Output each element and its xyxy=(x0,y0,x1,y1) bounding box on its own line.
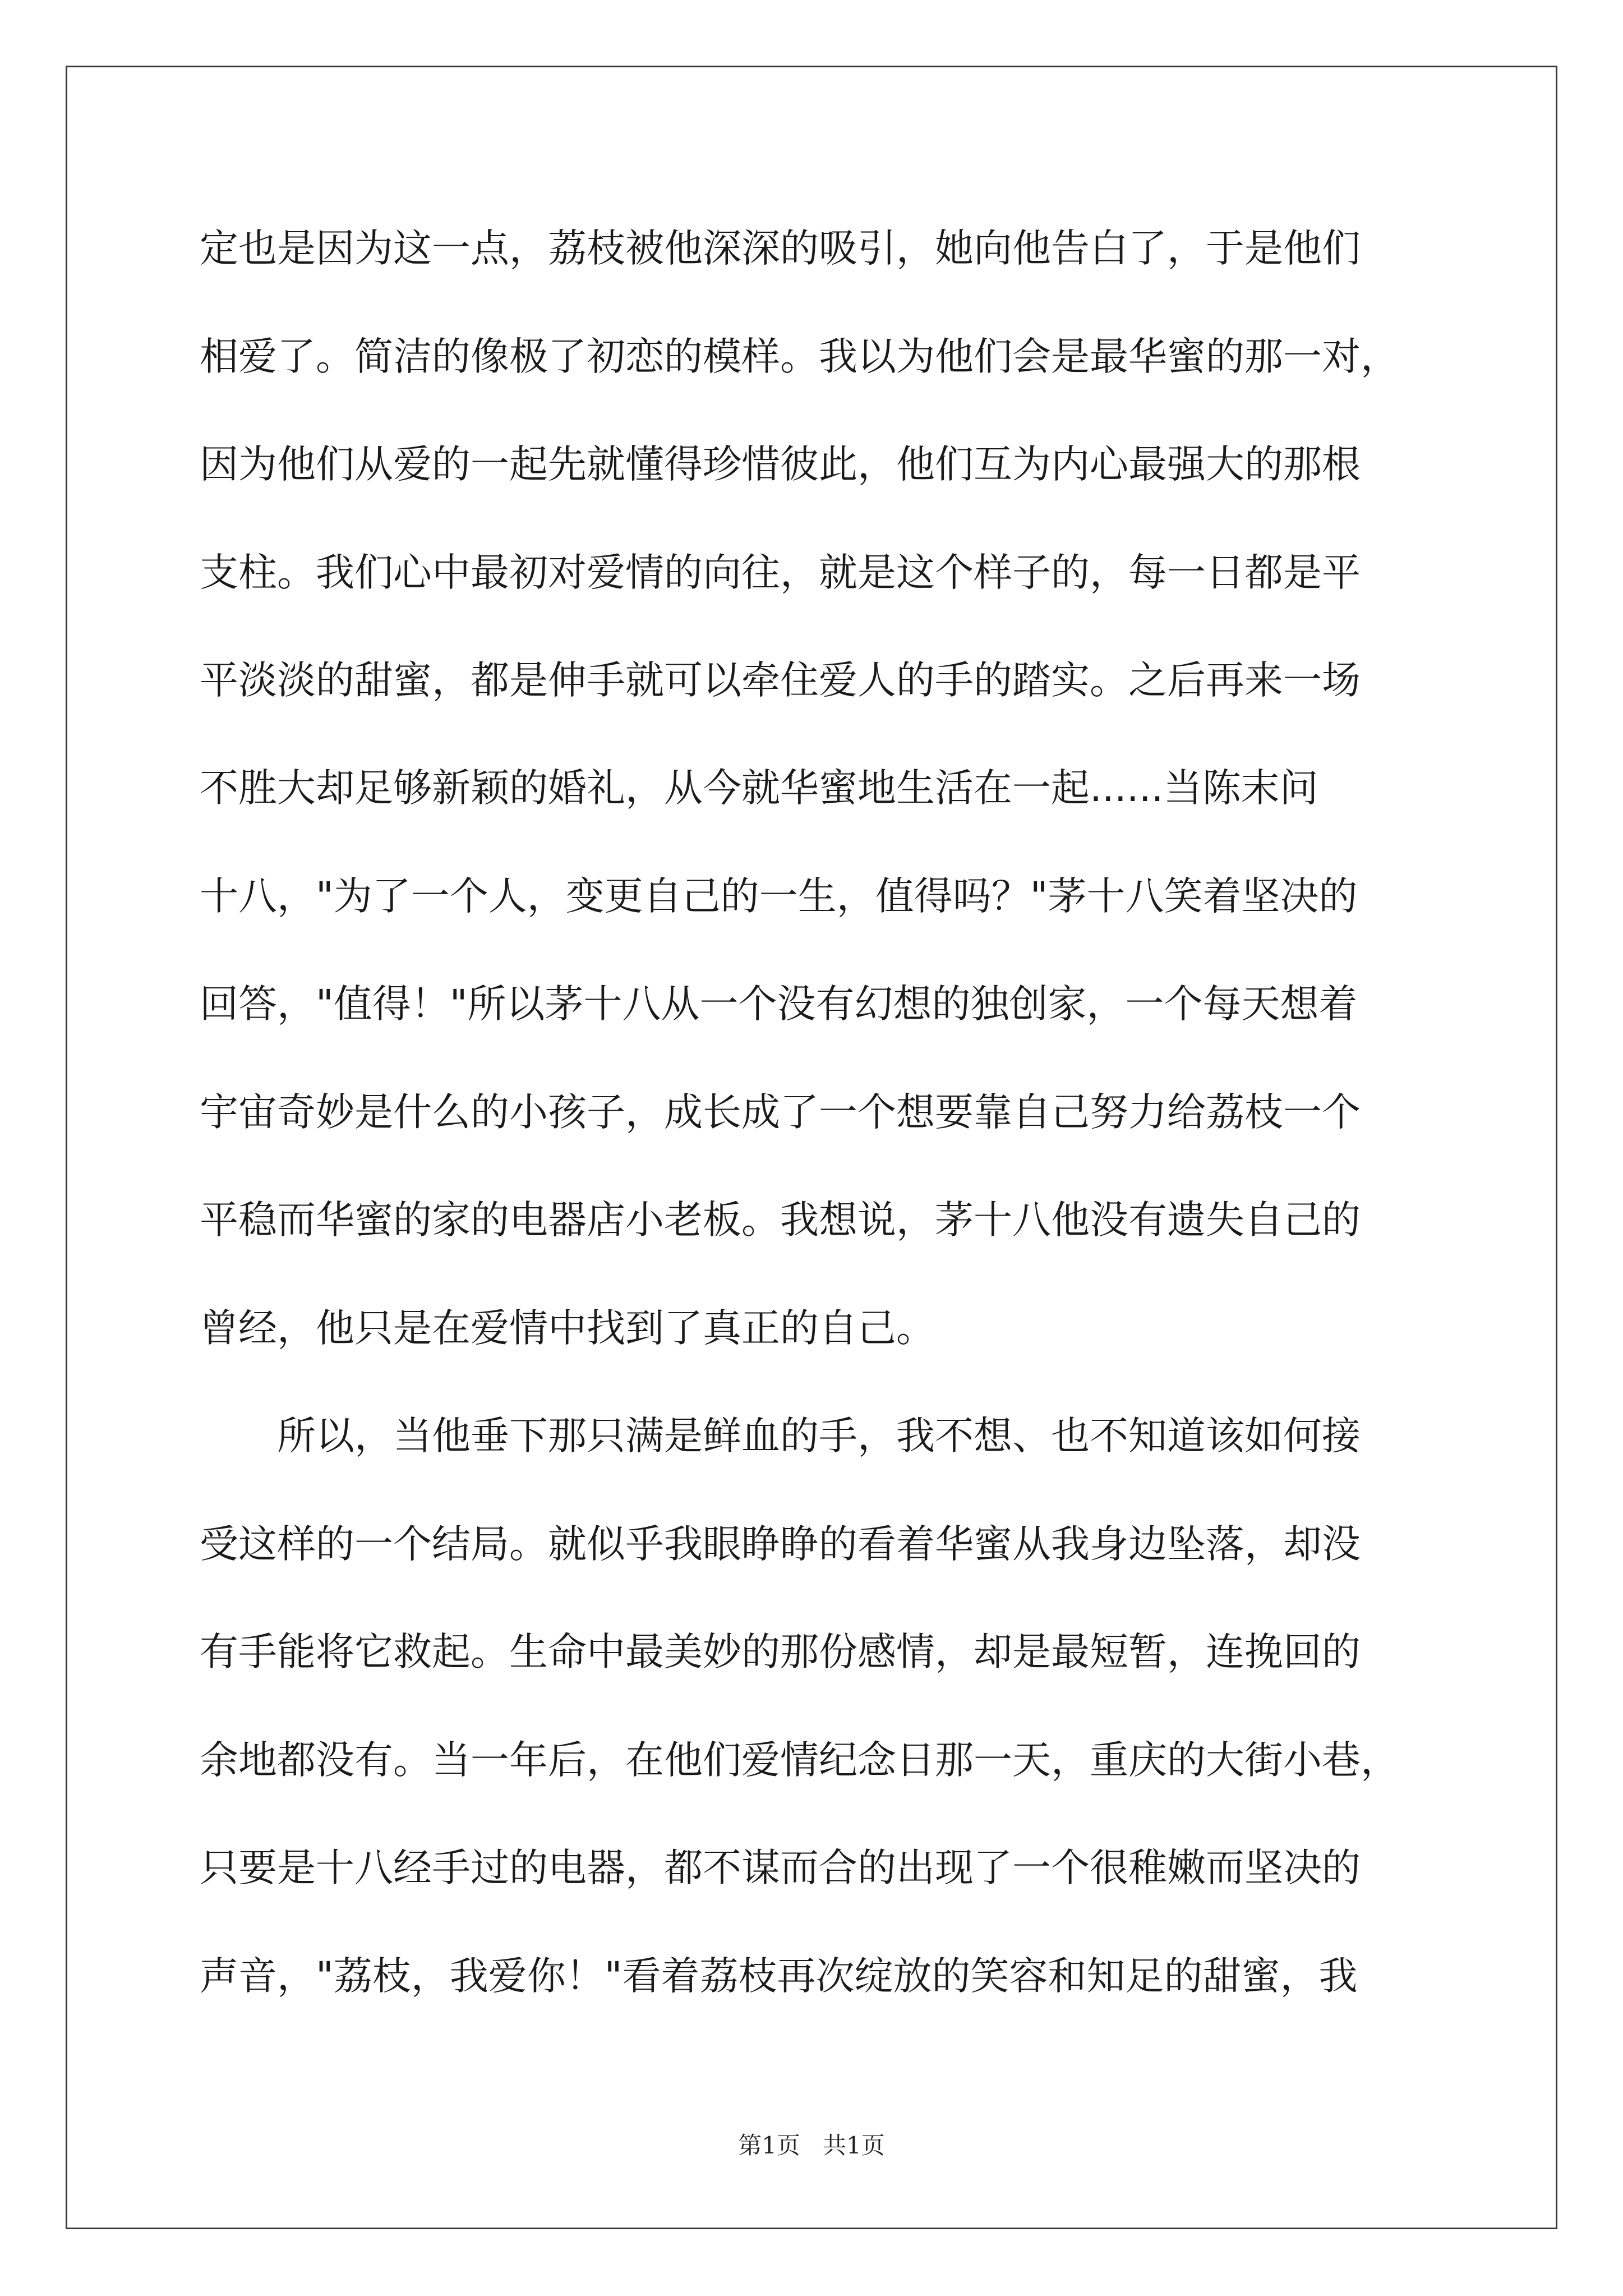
text-line: 平淡淡的甜蜜，都是伸手就可以牵住爱人的手的踏实。之后再来一场 xyxy=(200,658,1361,703)
text-line: 回答，"值得！"所以茅十八从一个没有幻想的独创家，一个每天想着 xyxy=(200,982,1358,1027)
text-line: 平稳而华蜜的家的电器店小老板。我想说，茅十八他没有遗失自己的 xyxy=(200,1198,1361,1243)
text-line: 相爱了。简洁的像极了初恋的模样。我以为他们会是最华蜜的那一对， xyxy=(200,334,1399,379)
page-footer xyxy=(0,2129,1623,2162)
text-line: 因为他们从爱的一起先就懂得珍惜彼此，他们互为内心最强大的那根 xyxy=(200,442,1361,487)
text-line: 声音，"荔枝，我爱你！"看着荔枝再次绽放的笑容和知足的甜蜜，我 xyxy=(200,1954,1358,1999)
text-line: 受这样的一个结局。就似乎我眼睁睁的看着华蜜从我身边坠落，却没 xyxy=(200,1522,1361,1567)
text-line: 定也是因为这一点，荔枝被他深深的吸引，她向他告白了，于是他们 xyxy=(200,226,1361,271)
text-line: 十八，"为了一个人，变更自己的一生，值得吗？"茅十八笑着坚决的 xyxy=(200,874,1358,919)
text-line: 不胜大却足够新颖的婚礼，从今就华蜜地生活在一起......当陈末问 xyxy=(200,766,1318,811)
text-line: 所以，当他垂下那只满是鲜血的手，我不想、也不知道该如何接 xyxy=(200,1414,1361,1458)
text-line: 支柱。我们心中最初对爱情的向往，就是这个样子的，每一日都是平 xyxy=(200,550,1361,595)
text-line: 只要是十八经手过的电器，都不谋而合的出现了一个很稚嫩而坚决的 xyxy=(200,1846,1361,1890)
text-line: 宇宙奇妙是什么的小孩子，成长成了一个想要靠自己努力给荔枝一个 xyxy=(200,1090,1361,1135)
page-number-current: 第1页 xyxy=(738,2132,800,2159)
text-line: 余地都没有。当一年后，在他们爱情纪念日那一天，重庆的大街小巷， xyxy=(200,1738,1399,1783)
text-line: 曾经，他只是在爱情中找到了真正的自己。 xyxy=(200,1306,935,1351)
page-number-total: 共1页 xyxy=(823,2132,885,2159)
text-line: 有手能将它救起。生命中最美妙的那份感情，却是最短暂，连挽回的 xyxy=(200,1630,1361,1674)
